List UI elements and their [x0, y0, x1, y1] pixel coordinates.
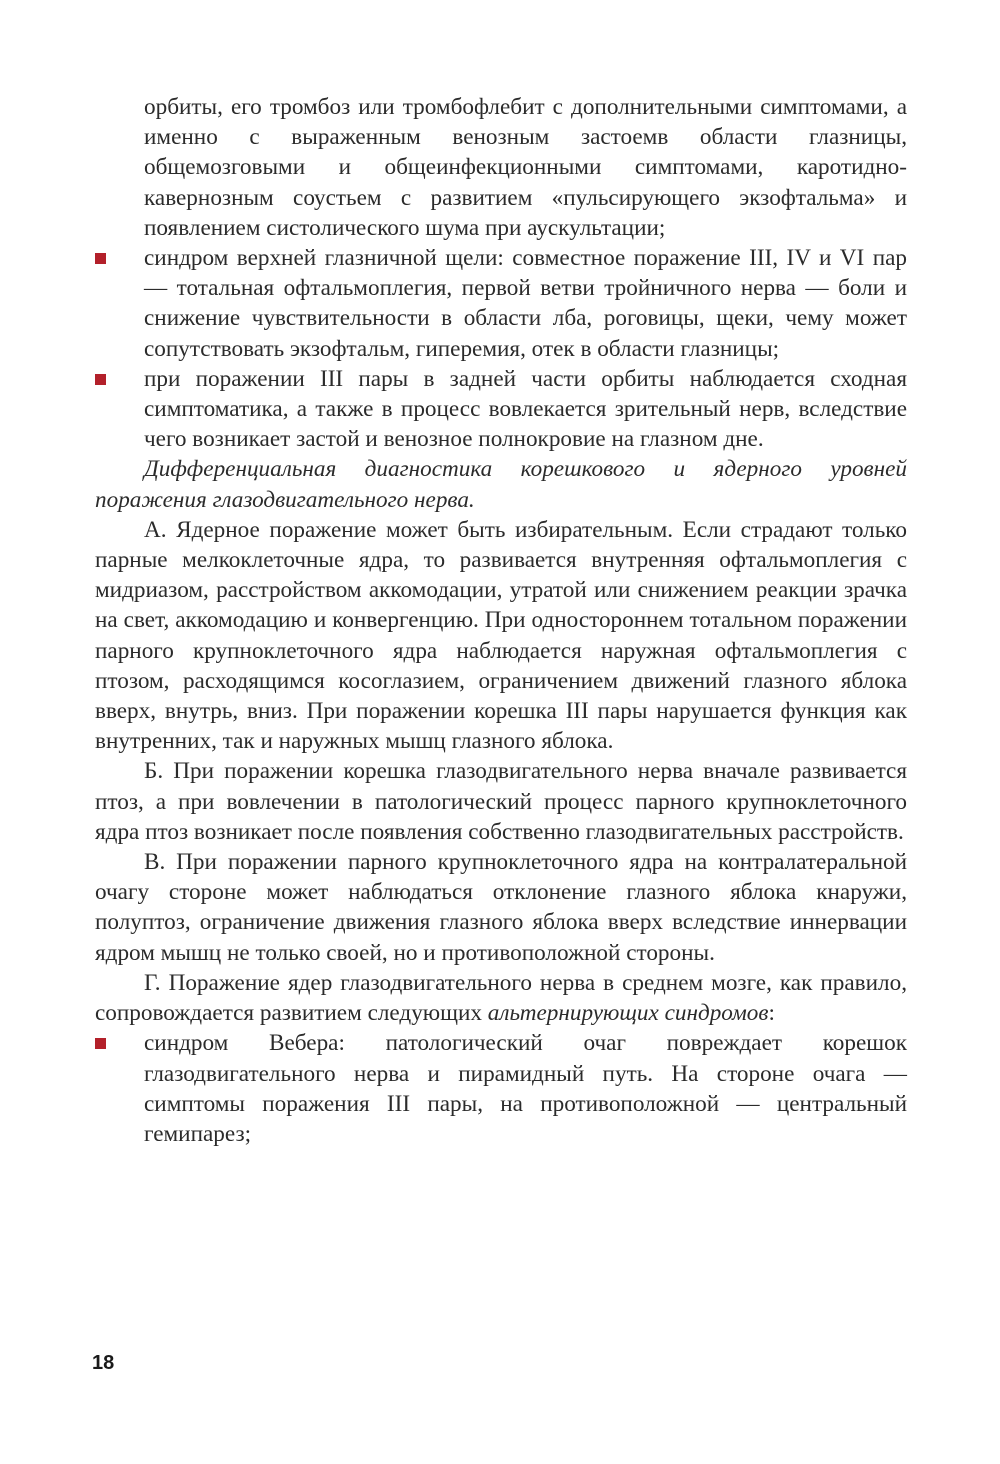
- list-item-text: при поражении III пары в задней части орбиты наблюдается сходная симптоматика, а также в процесс вовлекается зрительный нерв, вследствие чего возникает застой и венозное полнокровие на глазном дне.: [144, 365, 907, 453]
- paragraph-g: [95, 968, 907, 1028]
- list-item: [95, 243, 907, 364]
- red-square-bullet-icon: [95, 253, 106, 264]
- section-heading: Дифференциальная диагностика корешкового и ядерного уровней поражения глазодвигательного нерва.: [95, 456, 907, 513]
- paragraph-v: В. При поражении парного крупноклеточного ядра на контралатеральной очагу стороне может наблюдаться отклонение глазного яблока кнаружи, полуптоз, ограничение движения глазного яблока вверх вследствие иннервации ядром мышц не только своей, но и противоположной стороны.: [95, 849, 907, 966]
- paragraph-g-text: Г. Поражение ядер глазодвигательного нерва в среднем мозге, как правило, сопровождается развитием следующих: [95, 969, 907, 1027]
- page-text: [95, 92, 907, 1149]
- red-square-bullet-icon: [95, 374, 106, 385]
- paragraph-g-punctuation: :: [768, 1000, 775, 1027]
- list-item-text: синдром Вебера: патологический очаг повреждает корешок глазодвигательного нерва и пирамидный путь. На стороне очага — симптомы поражения III пары, на противоположной — центральный гемипарез;: [144, 1030, 907, 1147]
- page-number: 18: [92, 1352, 115, 1374]
- paragraph-b: Б. При поражении корешка глазодвигательного нерва вначале развивается птоз, а при вовлечении в патологический процесс парного крупноклеточного ядра птоз возникает после появления собственно глазодвигательных расстройств.: [95, 758, 907, 845]
- paragraph-a: А. Ядерное поражение может быть избирательным. Если страдают только парные мелкоклеточные ядра, то развивается внутренняя офтальмоплегия с мидриазом, расстройством аккомодации, утратой или снижением реакции зрачка на свет, аккомодацию и конвергенцию. При одностороннем тотальном поражении парного крупноклеточного ядра наблюдается наружная офтальмоплегия с птозом, расходящимся косоглазием, ограничением движений глазного яблока вверх, внутрь, вниз. При поражении корешка III пары нарушается функция как внутренних, так и наружных мышц глазного яблока.: [95, 516, 907, 755]
- continuation-paragraph: орбиты, его тромбоз или тромбофлебит с дополнительными симптомами, а именно с выраженным венозным застоемв области глазницы, общемозговыми и общеинфекционными симптомами, каротидно-кавернозным соустьем с развитием «пульсирующего экзофтальма» и появлением систолического шума при аускультации;: [144, 94, 907, 241]
- list-item: [95, 1028, 907, 1149]
- list-item: [95, 364, 907, 455]
- red-square-bullet-icon: [95, 1038, 106, 1049]
- paragraph-g-italic-term: альтернирующих синдромов: [487, 1000, 769, 1027]
- list-item-text: синдром верхней глазничной щели: совместное поражение III, IV и VI пар — тотальная офтальмоплегия, первой ветви тройничного нерва — боли и снижение чувствительности в области лба, роговицы, щеки, чему может сопутствовать экзофтальм, гиперемия, отек в области глазницы;: [144, 245, 907, 362]
